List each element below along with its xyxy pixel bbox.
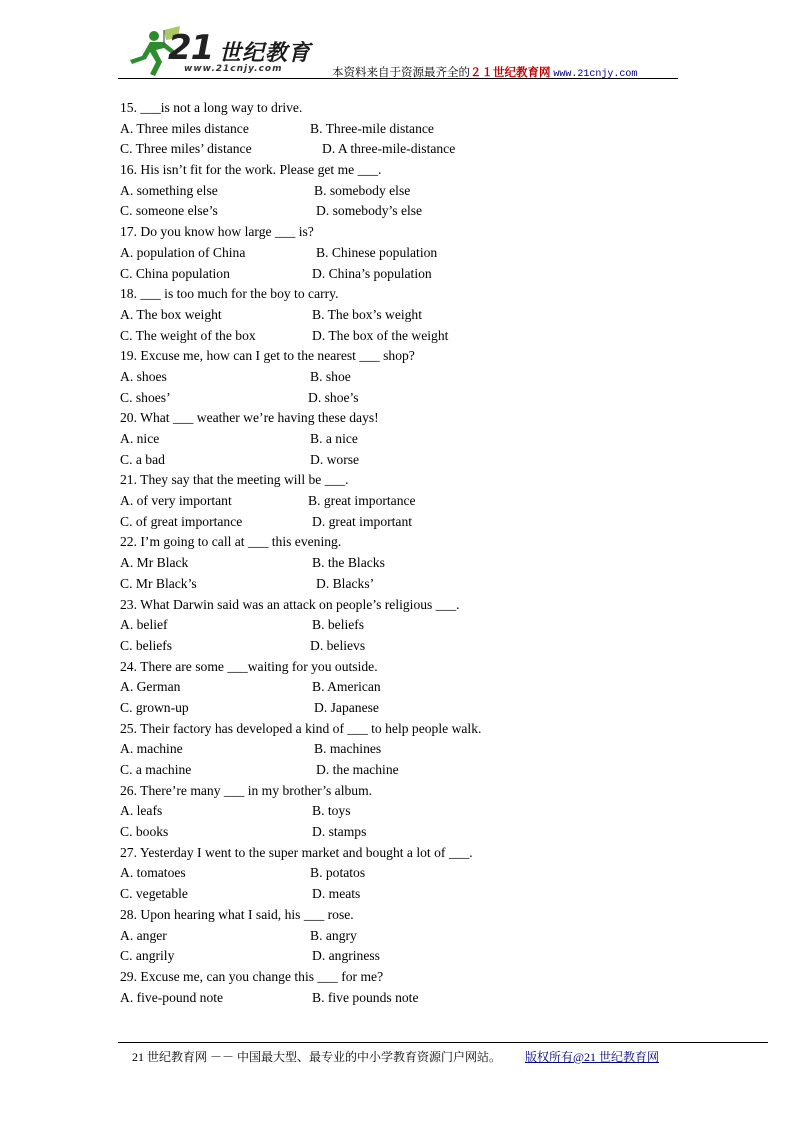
option-a: A. leafs [120,803,163,819]
option-c: C. Three miles’ distance [120,141,252,157]
option-c: C. Mr Black’s [120,575,197,591]
option-b: B. shoe [310,368,351,384]
option-row [120,388,680,409]
option-d: D. shoe’s [308,389,359,405]
option-row [120,326,680,347]
option-row [120,677,680,698]
option-b: B. Three-mile distance [310,120,434,136]
question-item [120,408,680,470]
question-stem: 23. What Darwin said was an attack on people’s religious ___. [120,596,460,612]
question-stem: 25. Their factory has developed a kind of ___ to help people walk. [120,720,482,736]
option-c: C. vegetable [120,886,188,902]
option-row [120,698,680,719]
option-a: A. nice [120,431,160,446]
option-row [120,946,680,967]
logo [118,22,318,78]
option-a: A. shoes [120,368,167,384]
question-item [120,98,680,160]
option-a: A. something else [120,182,218,198]
footer-text: 21 世纪教育网 －－ 中国最大型、最专业的中小学教育资源门户网站。 [132,1050,502,1064]
question-item [120,222,680,284]
option-d: D. somebody’s else [316,203,423,219]
question-stem: 29. Excuse me, can you change this ___ for me? [120,968,384,984]
option-b: B. machines [314,741,382,757]
option-c: C. someone else’s [120,203,218,219]
question-item [120,843,680,905]
question-list [120,98,680,1008]
option-a: A. German [120,679,181,695]
question-item [120,781,680,843]
option-row [120,491,680,512]
option-row [120,512,680,533]
option-c: C. China population [120,265,230,281]
question-stem: 28. Upon hearing what I said, his ___ rose. [120,906,354,922]
option-d: D. angriness [312,948,380,964]
page-header [118,18,678,80]
question-stem: 22. I’m going to call at ___ this evening. [120,534,342,550]
option-d: D. meats [312,886,361,902]
option-b: B. a nice [310,431,358,446]
option-row [120,119,680,140]
option-b: B. Chinese population [316,244,438,260]
option-a: A. five-pound note [120,989,224,1005]
option-row [120,822,680,843]
option-row [120,988,680,1009]
option-a: A. anger [120,927,167,943]
option-b: B. American [312,679,381,695]
option-d: D. great important [312,513,413,529]
option-d: D. stamps [312,824,367,840]
option-row [120,201,680,222]
option-c: C. angrily [120,948,175,964]
question-stem: 26. There’re many ___ in my brother’s album. [120,782,373,798]
option-d: D. China’s population [312,265,432,281]
question-item [120,905,680,967]
option-b: B. great importance [308,493,416,509]
option-row [120,801,680,822]
option-c: C. grown-up [120,699,189,715]
header-divider [118,78,678,79]
question-item [120,160,680,222]
option-row [120,264,680,285]
question-item [120,657,680,719]
question-item [120,595,680,657]
option-d: D. believs [310,637,366,653]
option-row [120,739,680,760]
option-a: A. population of China [120,244,246,260]
question-stem: 27. Yesterday I went to the super market and bought a lot of ___. [120,844,473,860]
option-b: B. beliefs [312,617,365,633]
question-item [120,719,680,781]
option-b: B. angry [310,927,357,943]
option-row [120,243,680,264]
page-footer [132,1048,660,1065]
option-b: B. potatos [310,865,366,881]
tagline-prefix: 本资料来自于资源最齐全的 [332,67,470,79]
option-row [120,636,680,657]
logo-number: 21 [168,28,214,68]
option-b: B. five pounds note [312,989,419,1005]
question-stem: 21. They say that the meeting will be ___. [120,472,349,488]
question-item [120,284,680,346]
option-row [120,615,680,636]
question-stem: 17. Do you know how large ___ is? [120,224,314,240]
option-a: A. of very important [120,493,232,509]
option-b: B. The box’s weight [312,306,423,322]
option-d: D. The box of the weight [312,327,449,343]
option-d: D. Japanese [314,699,379,715]
question-stem: 24. There are some ___waiting for you outside. [120,658,378,674]
option-c: C. books [120,824,169,840]
question-item [120,346,680,408]
option-c: C. a bad [120,451,165,467]
option-a: A. belief [120,617,168,633]
option-row [120,139,680,160]
option-c: C. a machine [120,762,192,777]
option-row [120,553,680,574]
logo-url: www.21cnjy.com [184,64,283,74]
question-stem: 19. Excuse me, how can I get to the nearest ___ shop? [120,348,415,364]
option-row [120,574,680,595]
option-row [120,367,680,388]
option-c: C. beliefs [120,637,173,653]
option-c: C. of great importance [120,513,243,529]
question-stem: 16. His isn’t fit for the work. Please get me ___. [120,162,382,178]
tagline-brand: ２１世纪教育网 [470,67,551,79]
question-item [120,532,680,594]
option-row [120,760,680,781]
option-d: D. worse [310,451,360,467]
option-row [120,884,680,905]
option-a: A. machine [120,741,183,757]
option-row [120,450,680,471]
option-row [120,181,680,202]
question-item [120,967,680,1008]
footer-copyright-link[interactable]: 版权所有@21 世纪教育网 [525,1050,660,1064]
option-row [120,305,680,326]
option-a: A. Mr Black [120,555,189,571]
footer-divider [118,1042,768,1043]
option-row [120,863,680,884]
logo-chinese-text: 世纪教育 [219,41,312,66]
question-stem: 15. ___is not a long way to drive. [120,100,303,115]
question-stem: 18. ___ is too much for the boy to carry. [120,286,339,302]
option-b: B. the Blacks [312,555,385,571]
option-row [120,429,680,450]
tagline-url[interactable]: www.21cnjy.com [553,69,638,80]
option-a: A. The box weight [120,306,222,322]
option-b: B. somebody else [314,182,411,198]
option-b: B. toys [312,803,351,819]
option-d: D. A three-mile-distance [322,141,456,157]
option-d: D. Blacks’ [316,575,375,591]
option-row [120,926,680,947]
option-d: D. the machine [316,762,399,777]
option-c: C. shoes’ [120,389,171,405]
option-a: A. tomatoes [120,865,186,881]
question-item [120,470,680,532]
question-stem: 20. What ___ weather we’re having these days! [120,410,379,426]
option-a: A. Three miles distance [120,120,249,136]
option-c: C. The weight of the box [120,327,256,343]
